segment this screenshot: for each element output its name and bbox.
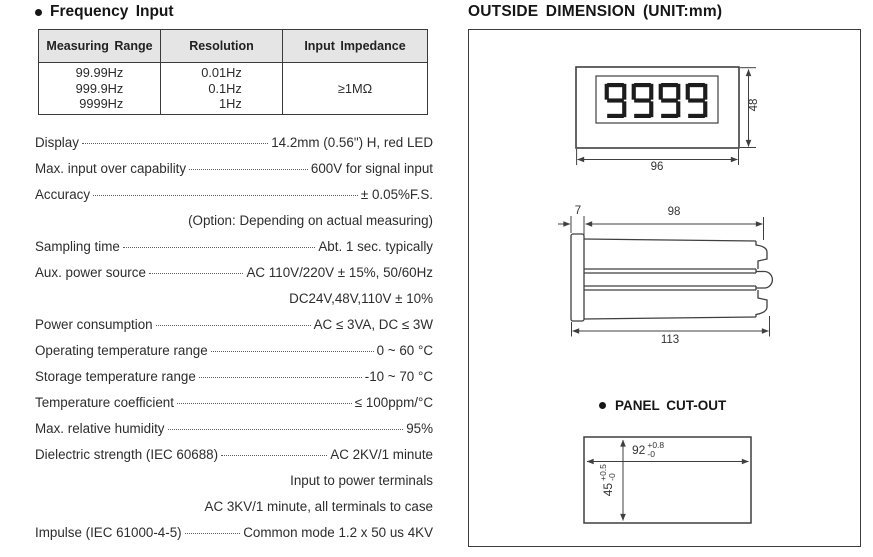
led-digit: [631, 83, 654, 118]
resolution-value: 1Hz: [219, 96, 242, 112]
led-display: [604, 83, 708, 118]
dot-leader: [149, 264, 244, 274]
spec-row-impulse: Impulse (IEC 61000-4-5) Common mode 1.2 x 50 us 4KV: [35, 524, 433, 540]
range-value: 999.9Hz: [75, 80, 124, 96]
spec-row-dielectric-note1: Input to power terminals: [290, 472, 433, 488]
frequency-input-title: Frequency Input: [50, 3, 174, 20]
cutout-width-nominal: 92: [632, 443, 646, 458]
led-digit: [685, 83, 708, 118]
spec-row-power-consumption: Power consumption AC ≤ 3VA, DC ≤ 3W: [35, 316, 433, 332]
spec-row-accuracy-option: (Option: Depending on actual measuring): [188, 212, 433, 228]
cutout-width-tolerance: +0.8 -0: [647, 440, 665, 460]
dot-leader: [156, 316, 311, 326]
dot-leader: [93, 186, 358, 196]
cutout-height-tolerance: +0.5 -0: [597, 463, 617, 481]
frequency-range-table: [38, 29, 428, 115]
spec-row-temp-coefficient: Temperature coefficient ≤ 100ppm/°C: [35, 394, 433, 410]
dim-7-label: 7: [574, 205, 582, 217]
cell-resolution: [161, 63, 283, 115]
frequency-input-heading: [35, 3, 174, 21]
panel-cutout-heading: [599, 398, 726, 413]
range-value: 99.99Hz: [75, 65, 124, 81]
spec-row-accuracy: Accuracy ± 0.05%F.S.: [35, 186, 433, 202]
spec-row-storage-temp: Storage temperature range -10 ~ 70 °C: [35, 368, 433, 384]
col-header-measuring-range: Measuring Range: [39, 30, 161, 63]
spec-row-sampling-time: Sampling time Abt. 1 sec. typically: [35, 238, 433, 254]
table-header-row: [39, 30, 428, 63]
dot-leader: [221, 446, 327, 456]
col-header-resolution: Resolution: [161, 30, 283, 63]
dot-leader: [177, 394, 352, 404]
outside-dimension-title: OUTSIDE DIMENSION (UNIT:mm): [468, 3, 723, 20]
dot-leader: [168, 420, 404, 430]
dim-96-label: 96: [650, 161, 664, 173]
cutout-height-nominal: 45: [600, 482, 615, 497]
spec-row-max-input: Max. input over capability 600V for signal input: [35, 160, 433, 176]
dim-113-label: 113: [660, 334, 680, 346]
dim-98-lines: [586, 217, 764, 240]
side-view-outline: [571, 234, 772, 321]
outside-dimension-panel: [468, 29, 861, 547]
dot-leader: [189, 160, 308, 170]
col-header-input-impedance: Input Impedance: [283, 30, 428, 63]
outside-dimension-heading: [468, 3, 722, 21]
spec-row-aux-power-dc: DC24V,48V,110V ± 10%: [289, 290, 433, 306]
table-data-row: [39, 63, 428, 115]
resolution-value: 0.1Hz: [208, 80, 242, 96]
spec-row-humidity: Max. relative humidity 95%: [35, 420, 433, 436]
cutout-height-label: [586, 458, 630, 502]
panel-cutout-title: PANEL CUT-OUT: [615, 398, 727, 413]
dot-leader: [82, 134, 268, 144]
led-digit: [604, 83, 627, 118]
spec-row-operating-temp: Operating temperature range 0 ~ 60 °C: [35, 342, 433, 358]
dot-leader: [185, 524, 241, 534]
spec-row-dielectric-note2: AC 3KV/1 minute, all terminals to case: [204, 498, 433, 514]
cell-measuring-range: [39, 63, 161, 115]
cell-input-impedance: ≥1MΩ: [283, 63, 428, 115]
led-digit: [658, 83, 681, 118]
dim-98-label: 98: [667, 206, 681, 218]
range-value: 9999Hz: [79, 96, 124, 112]
dot-leader: [211, 342, 374, 352]
spec-list: [35, 129, 433, 545]
dot-leader: [123, 238, 316, 248]
resolution-value: 0.01Hz: [201, 65, 242, 81]
bullet-icon: [35, 9, 42, 16]
spec-row-display: Display 14.2mm (0.56") H, red LED: [35, 134, 433, 150]
spec-row-dielectric: Dielectric strength (IEC 60688) AC 2KV/1 minute: [35, 446, 433, 462]
bullet-icon: [599, 402, 606, 409]
cutout-height-label-rotated: [599, 464, 617, 496]
dim-48-label: 48: [748, 98, 760, 112]
cutout-width-label: [632, 441, 664, 459]
dot-leader: [199, 368, 362, 378]
spec-row-aux-power: Aux. power source AC 110V/220V ± 15%, 50/60Hz: [35, 264, 433, 280]
